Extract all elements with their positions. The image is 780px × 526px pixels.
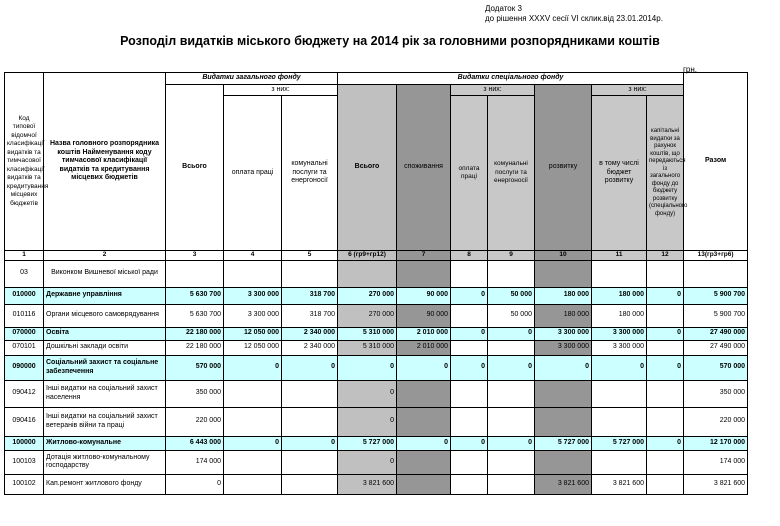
row-value (647, 450, 684, 474)
row-value: 3 821 600 (535, 474, 592, 494)
row-name: Виконком Вишневої міської ради (44, 260, 166, 287)
row-value: 0 (338, 380, 397, 407)
col-number: 6 (гр9+гр12) (338, 251, 397, 261)
row-value: 570 000 (684, 355, 748, 380)
header-of-which-development: з них: (592, 85, 684, 96)
row-value: 220 000 (166, 407, 224, 436)
table-row (5, 474, 748, 494)
row-code: 090416 (5, 407, 44, 436)
row-value: 0 (647, 327, 684, 340)
row-value: 50 000 (488, 287, 535, 304)
row-value: 90 000 (397, 287, 451, 304)
row-name: Соціальний захист та соціальне забезпечення (44, 355, 166, 380)
row-value: 50 000 (488, 304, 535, 327)
row-value: 22 180 000 (166, 327, 224, 340)
row-value: 0 (647, 355, 684, 380)
row-value: 174 000 (166, 450, 224, 474)
row-value (592, 450, 647, 474)
row-value: 3 300 000 (224, 304, 282, 327)
header-sp-salary: оплата праці (451, 96, 488, 251)
col-number: 12 (647, 251, 684, 261)
row-value: 174 000 (684, 450, 748, 474)
row-value: 180 000 (592, 287, 647, 304)
header-consumption: споживання (397, 85, 451, 251)
table-row (5, 450, 748, 474)
row-value: 0 (282, 355, 338, 380)
table-row (5, 340, 748, 355)
row-value (338, 260, 397, 287)
row-value: 0 (451, 327, 488, 340)
row-value: 6 443 000 (166, 436, 224, 450)
row-value (535, 450, 592, 474)
row-value: 0 (535, 355, 592, 380)
row-value (535, 407, 592, 436)
col-number: 10 (535, 251, 592, 261)
row-value: 220 000 (684, 407, 748, 436)
row-name: Органи місцевого самоврядування (44, 304, 166, 327)
table-row (5, 260, 748, 287)
row-value (397, 474, 451, 494)
col-number: 5 (282, 251, 338, 261)
row-value: 0 (647, 436, 684, 450)
table-row (5, 287, 748, 304)
row-value (488, 450, 535, 474)
row-value: 5 727 000 (592, 436, 647, 450)
table-row (5, 327, 748, 340)
row-value (684, 260, 748, 287)
row-value: 0 (397, 355, 451, 380)
header-grand-total: Разом (684, 73, 748, 251)
table-row (5, 380, 748, 407)
header-incl-budget-dev: в тому числі бюджет розвитку (592, 96, 647, 251)
row-value: 318 700 (282, 287, 338, 304)
row-code: 090412 (5, 380, 44, 407)
row-name: Дотація житлово-комунальному господарству (44, 450, 166, 474)
table-row (5, 407, 748, 436)
row-value: 22 180 000 (166, 340, 224, 355)
row-value: 3 300 000 (535, 340, 592, 355)
row-value: 0 (338, 355, 397, 380)
row-value (397, 407, 451, 436)
row-value: 90 000 (397, 304, 451, 327)
row-value: 270 000 (338, 287, 397, 304)
row-code: 100103 (5, 450, 44, 474)
row-code: 070101 (5, 340, 44, 355)
annex-note (485, 4, 663, 24)
row-value (535, 380, 592, 407)
annex-line-2: до рішення XXXV сесії VI склик.від 23.01.2014р. (485, 14, 663, 23)
col-number: 3 (166, 251, 224, 261)
header-total: Всього (166, 85, 224, 251)
row-value (647, 407, 684, 436)
col-number: 13(гр3+гр6) (684, 251, 748, 261)
header-capex-transfer: капітальні видатки за рахунок коштів, що передаються із загального фонду до бюджету розвитку (спеціального фонду) (647, 96, 684, 251)
row-value (488, 380, 535, 407)
annex-line-1: Додаток 3 (485, 4, 522, 13)
col-number: 4 (224, 251, 282, 261)
header-name: Назва головного розпорядника коштів Найменування коду тимчасової класифікації видатків та кредитування місцевих бюджетів (44, 73, 166, 251)
row-value: 5 900 700 (684, 304, 748, 327)
document-title: Розподіл видатків міського бюджету на 2014 рік за головними розпорядниками коштів (120, 34, 660, 48)
table-row (5, 355, 748, 380)
row-value (224, 474, 282, 494)
row-value (224, 407, 282, 436)
row-value (488, 260, 535, 287)
row-value: 0 (338, 450, 397, 474)
row-value (282, 474, 338, 494)
row-name: Інші видатки на соціальний захист ветеранів війни та праці (44, 407, 166, 436)
row-value: 350 000 (684, 380, 748, 407)
row-value (451, 450, 488, 474)
row-code: 070000 (5, 327, 44, 340)
row-value: 2 340 000 (282, 340, 338, 355)
row-value: 2 340 000 (282, 327, 338, 340)
row-value (592, 260, 647, 287)
row-value: 12 050 000 (224, 327, 282, 340)
col-number: 11 (592, 251, 647, 261)
row-value: 2 010 000 (397, 327, 451, 340)
row-value: 0 (451, 436, 488, 450)
header-salary: оплата праці (224, 96, 282, 251)
row-value (282, 380, 338, 407)
row-code: 090000 (5, 355, 44, 380)
budget-table (4, 72, 748, 495)
row-code: 010000 (5, 287, 44, 304)
header-of-which-consumption: з них: (451, 85, 535, 96)
row-value (647, 380, 684, 407)
row-value (282, 450, 338, 474)
row-value: 3 300 000 (592, 340, 647, 355)
row-value: 5 727 000 (338, 436, 397, 450)
row-value (488, 407, 535, 436)
row-value: 2 010 000 (397, 340, 451, 355)
row-value: 0 (224, 355, 282, 380)
row-value: 0 (488, 327, 535, 340)
row-value (592, 380, 647, 407)
row-code: 03 (5, 260, 44, 287)
row-value: 5 727 000 (535, 436, 592, 450)
row-value: 3 821 600 (592, 474, 647, 494)
header-general-fund: Видатки загального фонду (166, 73, 338, 85)
col-number: 7 (397, 251, 451, 261)
row-value (282, 260, 338, 287)
row-value: 27 490 000 (684, 327, 748, 340)
row-value (397, 260, 451, 287)
row-value (488, 474, 535, 494)
table-row (5, 304, 748, 327)
row-value: 12 170 000 (684, 436, 748, 450)
header-sp-utilities: комунальні послуги та енергоносії (488, 96, 535, 251)
row-value: 3 300 000 (592, 327, 647, 340)
row-value: 5 630 700 (166, 304, 224, 327)
row-value: 570 000 (166, 355, 224, 380)
header-of-which-general: з них: (224, 85, 338, 96)
col-number: 8 (451, 251, 488, 261)
row-value (166, 260, 224, 287)
table-row (5, 436, 748, 450)
row-code: 100102 (5, 474, 44, 494)
row-value (397, 450, 451, 474)
row-value: 12 050 000 (224, 340, 282, 355)
row-value: 180 000 (535, 304, 592, 327)
row-value: 270 000 (338, 304, 397, 327)
row-value (647, 474, 684, 494)
header-utilities: комунальні послуги та енергоносії (282, 96, 338, 251)
row-name: Освіта (44, 327, 166, 340)
row-value: 5 630 700 (166, 287, 224, 304)
header-special-fund: Видатки спеціального фонду (338, 73, 684, 85)
row-name: Інші видатки на соціальний захист населення (44, 380, 166, 407)
row-value: 0 (488, 436, 535, 450)
row-value (397, 380, 451, 407)
row-value (647, 340, 684, 355)
row-value: 0 (592, 355, 647, 380)
row-value (647, 304, 684, 327)
row-value: 0 (488, 355, 535, 380)
currency-unit: грн. (683, 65, 698, 74)
row-value: 350 000 (166, 380, 224, 407)
row-value: 27 490 000 (684, 340, 748, 355)
row-value (451, 304, 488, 327)
row-code: 010116 (5, 304, 44, 327)
header-code: Код типової відомчої класифікації видатків та тимчасової класифікації видатків та кредитування місцевих бюджетів (5, 73, 44, 251)
row-name: Дошкільні заклади освіти (44, 340, 166, 355)
row-value: 180 000 (535, 287, 592, 304)
col-number: 2 (44, 251, 166, 261)
row-value: 3 821 600 (684, 474, 748, 494)
row-value: 0 (451, 355, 488, 380)
row-value: 3 300 000 (535, 327, 592, 340)
row-value (451, 474, 488, 494)
row-value (535, 260, 592, 287)
col-number: 9 (488, 251, 535, 261)
row-value (592, 407, 647, 436)
row-value (451, 407, 488, 436)
header-sp-total: Всього (338, 85, 397, 251)
col-number: 1 (5, 251, 44, 261)
row-value: 5 310 000 (338, 340, 397, 355)
row-name: Житлово-комунальне (44, 436, 166, 450)
row-value (224, 380, 282, 407)
row-value (647, 260, 684, 287)
row-value (224, 260, 282, 287)
row-value (488, 340, 535, 355)
row-value: 0 (282, 436, 338, 450)
row-value: 0 (338, 407, 397, 436)
table-body (5, 260, 748, 494)
row-value (282, 407, 338, 436)
row-value (451, 260, 488, 287)
row-value: 180 000 (592, 304, 647, 327)
row-name: Державне управління (44, 287, 166, 304)
row-value: 0 (451, 287, 488, 304)
row-value: 5 310 000 (338, 327, 397, 340)
row-value: 3 300 000 (224, 287, 282, 304)
header-development: розвитку (535, 85, 592, 251)
row-value (224, 450, 282, 474)
row-value: 5 900 700 (684, 287, 748, 304)
row-value: 0 (166, 474, 224, 494)
row-value: 0 (397, 436, 451, 450)
row-code: 100000 (5, 436, 44, 450)
row-value: 3 821 600 (338, 474, 397, 494)
row-value: 318 700 (282, 304, 338, 327)
row-value (451, 380, 488, 407)
row-value: 0 (224, 436, 282, 450)
row-value: 0 (647, 287, 684, 304)
row-value (451, 340, 488, 355)
row-name: Кап.ремонт житлового фонду (44, 474, 166, 494)
